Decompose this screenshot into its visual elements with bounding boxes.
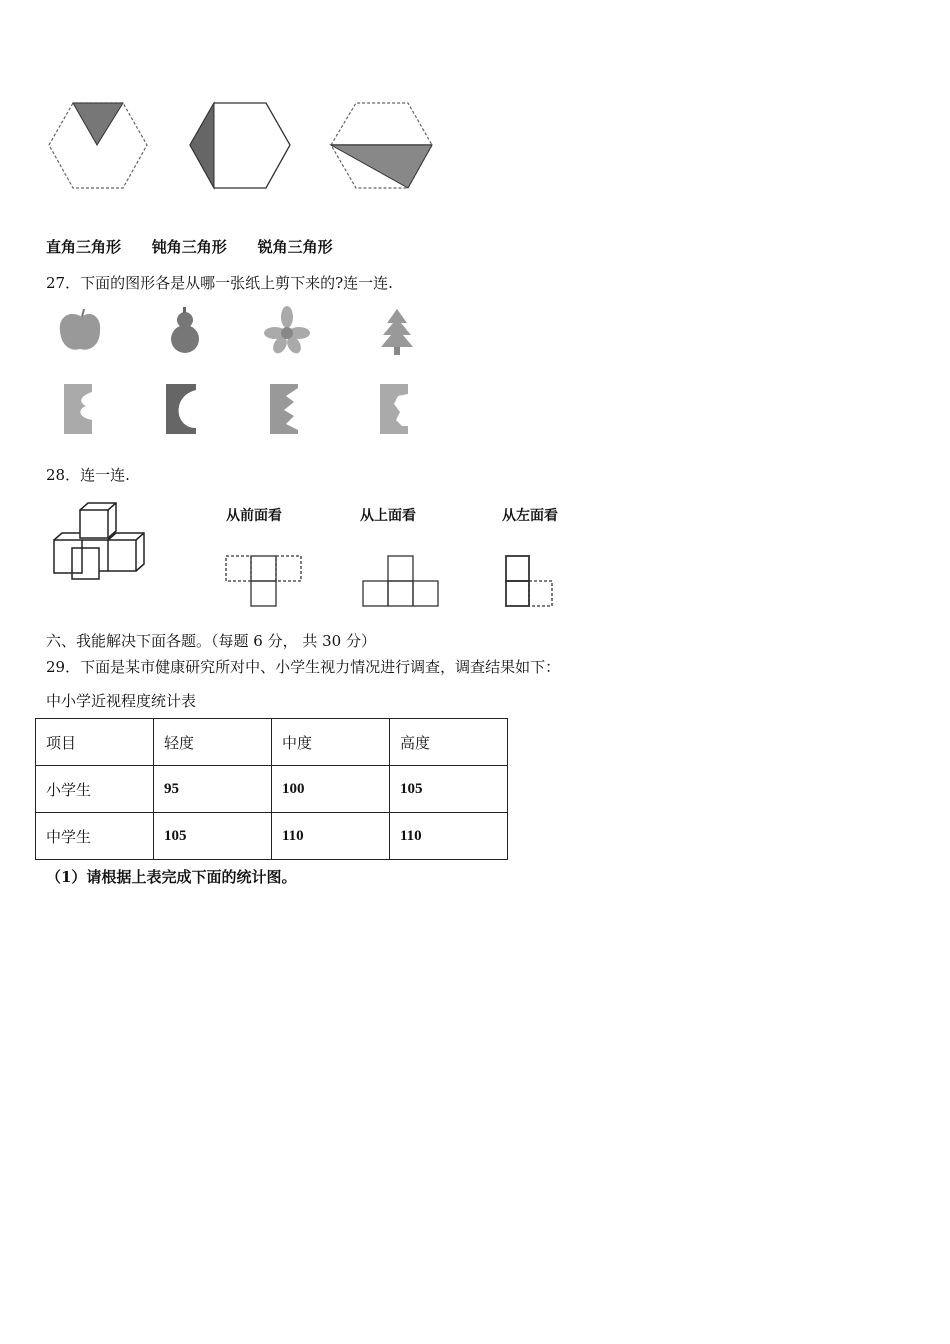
question-28: 28．连一连. xyxy=(46,466,130,484)
question-29-sub-1: （1）请根据上表完成下面的统计图。 xyxy=(46,868,297,886)
view-label-front: 从前面看 xyxy=(226,508,282,524)
question-27: 27．下面的图形各是从哪一张纸上剪下来的?连一连. xyxy=(46,274,393,292)
paper-3 xyxy=(270,384,298,434)
table-header-cell: 项目 xyxy=(36,719,154,766)
triangle-labels xyxy=(46,236,359,257)
paper-2 xyxy=(166,384,196,434)
paper-sheets xyxy=(58,382,428,438)
paper-1 xyxy=(64,384,92,434)
triangle-label: 锐角三角形 xyxy=(257,238,333,256)
flower-shape xyxy=(264,306,310,356)
obtuse-triangle-hexagon xyxy=(190,103,290,188)
table-header-cell: 高度 xyxy=(390,719,508,766)
acute-triangle-hexagon xyxy=(331,103,432,188)
cut-shapes xyxy=(50,305,430,360)
gourd-shape xyxy=(171,307,199,353)
paper-4 xyxy=(380,384,408,434)
table-row xyxy=(36,813,508,860)
table-cell: 105 xyxy=(390,766,508,813)
apple-shape xyxy=(60,309,100,350)
table-cell: 110 xyxy=(390,813,508,860)
myopia-table xyxy=(35,718,508,860)
table-title: 中小学近视程度统计表 xyxy=(46,692,197,710)
question-29: 29．下面是某市健康研究所对中、小学生视力情况进行调查，调查结果如下： xyxy=(46,658,561,676)
triangle-label: 直角三角形 xyxy=(46,238,122,256)
table-cell: 小学生 xyxy=(36,766,154,813)
hexagon-figures xyxy=(40,95,440,200)
table-header-row xyxy=(36,719,508,766)
table-cell: 95 xyxy=(154,766,272,813)
table-cell: 110 xyxy=(272,813,390,860)
top-view xyxy=(363,556,438,606)
table-cell: 100 xyxy=(272,766,390,813)
view-drawings xyxy=(220,550,560,610)
table-header-cell: 中度 xyxy=(272,719,390,766)
right-triangle-hexagon xyxy=(49,103,147,188)
cube-solid xyxy=(50,500,150,585)
table-header-cell: 轻度 xyxy=(154,719,272,766)
table-cell: 中学生 xyxy=(36,813,154,860)
front-view xyxy=(226,556,301,606)
triangle-label: 钝角三角形 xyxy=(151,238,227,256)
view-label-top: 从上面看 xyxy=(360,508,416,524)
view-label-left: 从左面看 xyxy=(502,508,558,524)
table-row xyxy=(36,766,508,813)
left-view xyxy=(506,556,552,606)
tree-shape xyxy=(381,309,413,355)
table-cell: 105 xyxy=(154,813,272,860)
section-6-heading: 六、我能解决下面各题。（每题 6 分， 共 30 分） xyxy=(46,632,376,650)
